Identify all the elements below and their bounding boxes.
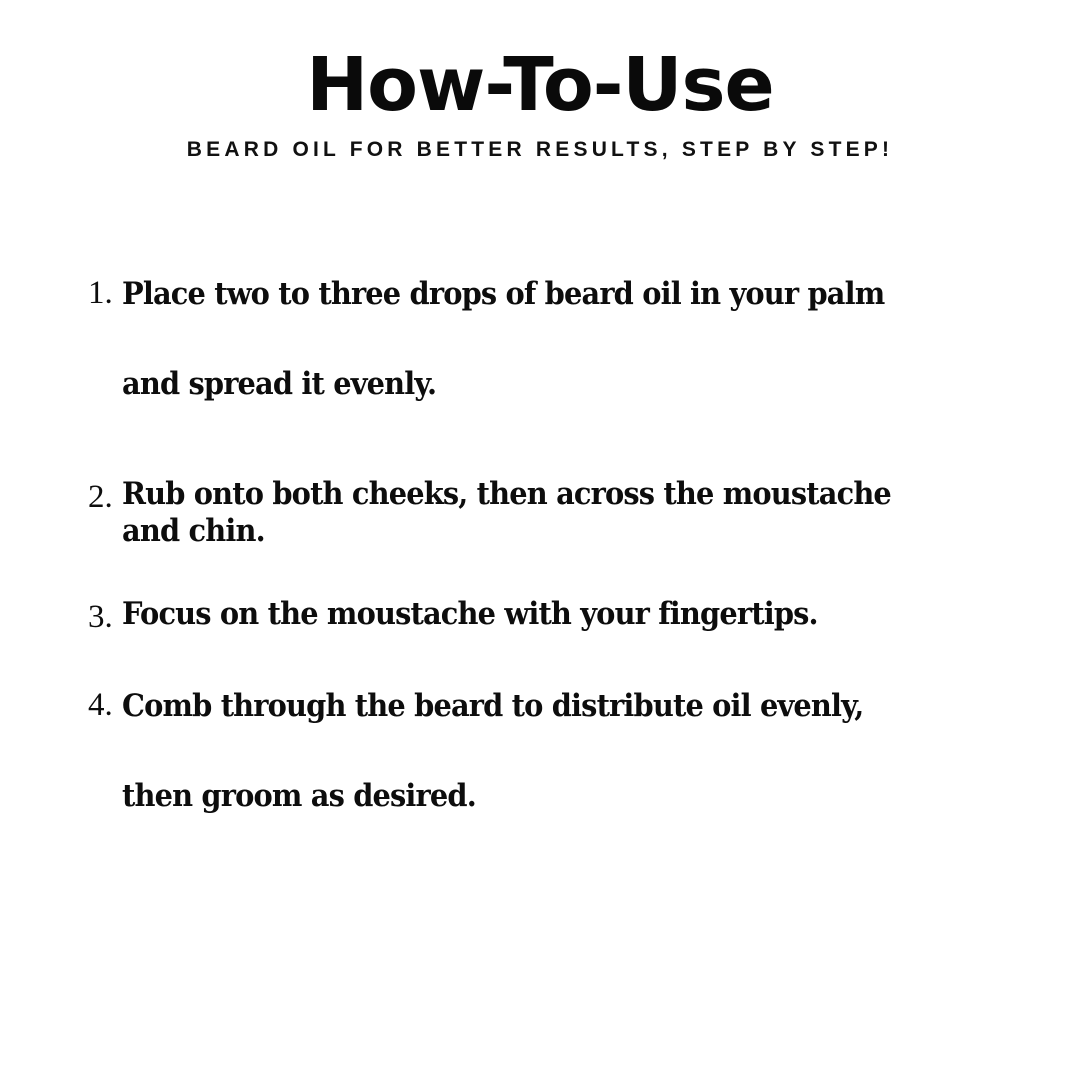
step-number: 3. [88, 599, 113, 636]
list-item [88, 272, 992, 430]
step-number: 4. [88, 687, 113, 724]
page-title: How-To-Use [306, 42, 774, 128]
step-number: 2. [88, 478, 113, 515]
step-text: Focus on the moustache with your fingertips. [122, 596, 818, 633]
card-header [0, 0, 1080, 162]
step-number: 1. [88, 275, 113, 311]
page-subtitle: BEARD OIL FOR BETTER RESULTS, STEP BY STEP! [186, 138, 894, 161]
step-text: Place two to three drops of beard oil in your palm and spread it evenly. [122, 276, 885, 402]
list-item [88, 476, 992, 550]
list-item [88, 684, 992, 842]
step-text: Rub onto both cheeks, then across the moustache and chin. [122, 475, 891, 549]
step-text: Comb through the beard to distribute oil evenly, then groom as desired. [122, 688, 864, 815]
list-item [88, 596, 992, 638]
steps-list [88, 272, 992, 888]
